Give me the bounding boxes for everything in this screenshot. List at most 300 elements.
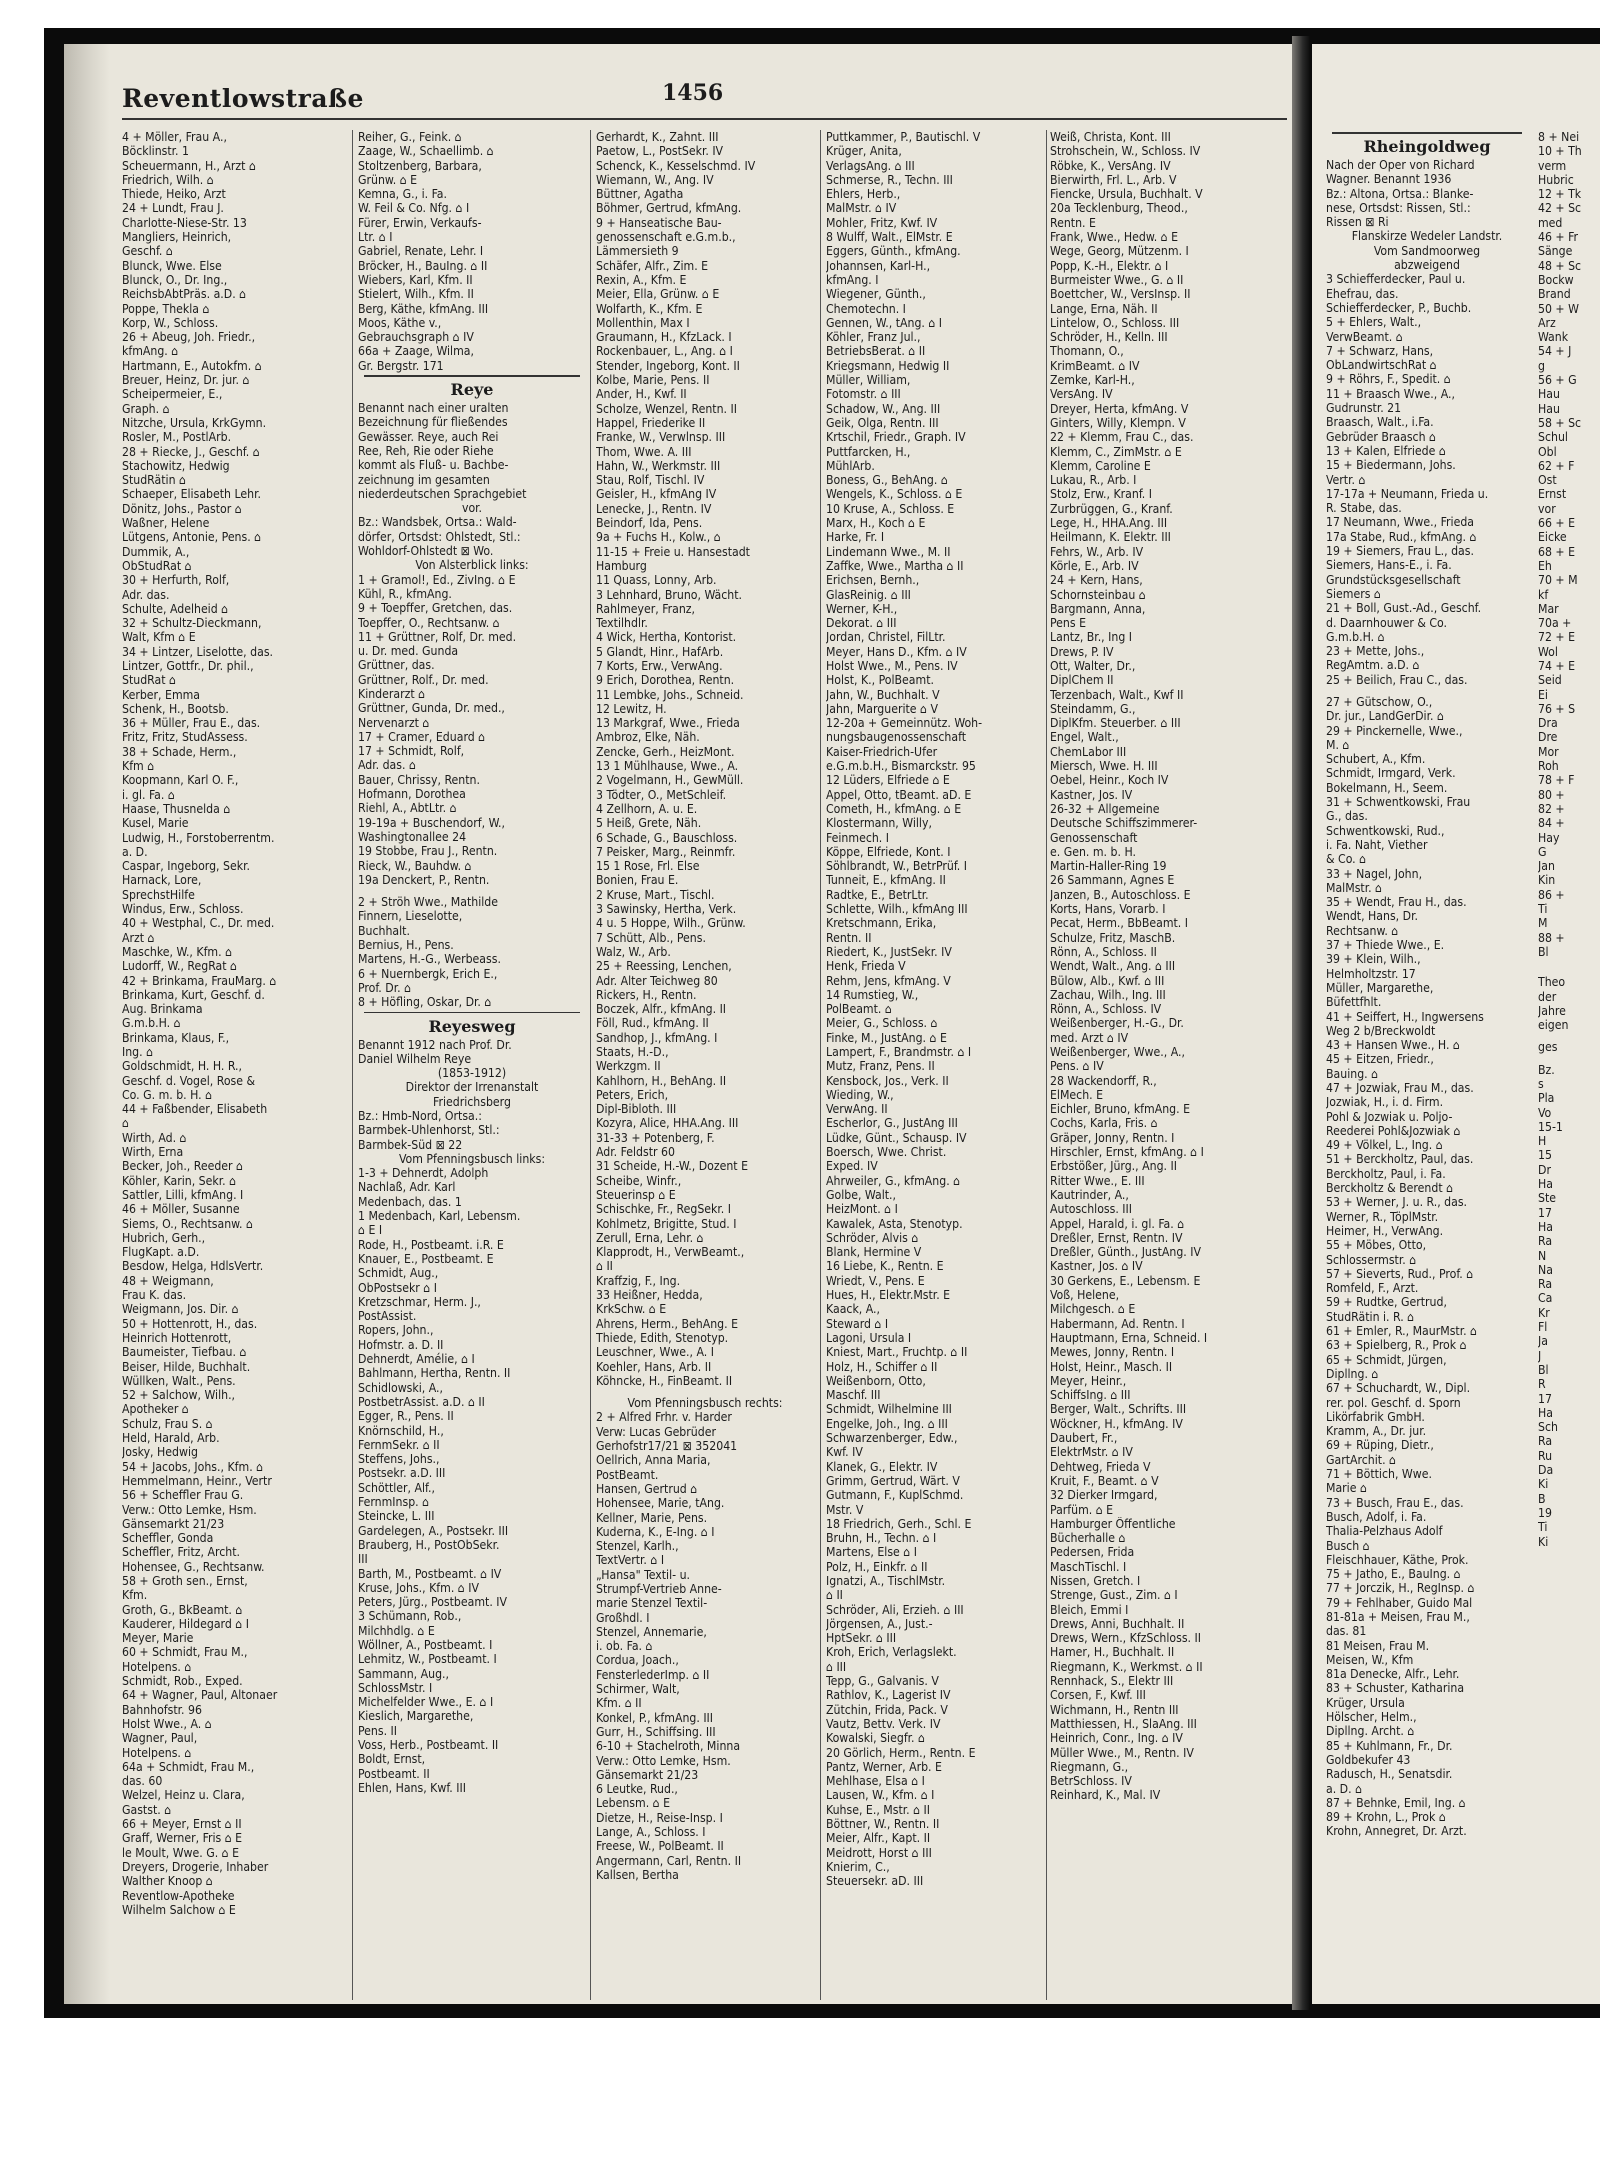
directory-entry: Popp, K.-H., Elektr. ⌂ I xyxy=(1050,258,1169,273)
directory-entry: Adr. Alter Teichweg 80 xyxy=(596,973,718,988)
directory-entry: Rentn. II xyxy=(826,930,872,945)
directory-entry: Rehm, Jens, kfmAng. V xyxy=(826,973,951,988)
directory-entry: Sandhop, J., kfmAng. I xyxy=(596,1030,718,1045)
directory-entry: Braasch, Walt., i.Fa. xyxy=(1326,415,1434,430)
directory-entry: Rissen ⊠ Ri xyxy=(1326,215,1389,230)
directory-entry: 87 + Behnke, Emil, Ing. ⌂ xyxy=(1326,1795,1466,1810)
directory-entry: Scheffler, Fritz, Archt. xyxy=(122,1545,240,1560)
directory-entry: das. 81 xyxy=(1326,1624,1367,1639)
directory-entry: rer. pol. Geschf. d. Sporn xyxy=(1326,1395,1461,1410)
street-note: Vom Pfenningsbusch links: xyxy=(398,1151,546,1166)
directory-entry: Riehl, A., AbtLtr. ⌂ xyxy=(358,801,457,816)
directory-entry: Harnack, Lore, xyxy=(122,873,202,888)
directory-entry: Postsekr. a.D. III xyxy=(358,1466,446,1481)
directory-entry: Sänge xyxy=(1538,244,1573,259)
directory-entry: Ra xyxy=(1538,1277,1553,1292)
directory-entry: Steffens, Johs., xyxy=(358,1452,440,1467)
directory-entry: Scholze, Wenzel, Rentn. II xyxy=(596,401,737,416)
directory-entry: Steuersekr. aD. III xyxy=(826,1874,924,1889)
directory-entry: der xyxy=(1538,989,1557,1004)
directory-entry: Siemers ⌂ xyxy=(1326,586,1381,601)
directory-entry: Meier, Ella, Grünw. ⌂ E xyxy=(596,287,720,302)
directory-entry: Corsen, F., Kwf. III xyxy=(1050,1688,1146,1703)
directory-entry: vor xyxy=(1538,501,1556,516)
street-note: Friedrichsberg xyxy=(433,1094,511,1109)
directory-entry: Pens E xyxy=(1050,616,1086,631)
directory-entry: Korp, W., Schloss. xyxy=(122,315,219,330)
directory-entry: Gardelegen, A., Postsekr. III xyxy=(358,1523,509,1538)
directory-entry: 30 + Herfurth, Rolf, xyxy=(122,573,230,588)
directory-entry: 54 + J xyxy=(1538,344,1572,359)
directory-entry: GlasReinig. ⌂ III xyxy=(826,587,911,602)
directory-entry: GartArchit. ⌂ xyxy=(1326,1452,1397,1467)
directory-entry: Wirth, Ad. ⌂ xyxy=(122,1130,187,1145)
directory-entry: 13 1 Mühlhause, Wwe., A. xyxy=(596,759,739,774)
directory-entry: ObLandwirtschRat ⌂ xyxy=(1326,358,1437,373)
directory-entry: Scheipermeier, E., xyxy=(122,387,223,402)
directory-entry: Knierim, C., xyxy=(826,1859,890,1874)
directory-entry: HptSekr. ⌂ III xyxy=(826,1631,897,1646)
directory-entry: 39 + Klein, Wilh., xyxy=(1326,952,1421,967)
directory-entry: Toepffer, O., Rechtsanw. ⌂ xyxy=(358,615,500,630)
directory-entry: Thalia-Pelzhaus Adolf xyxy=(1326,1524,1443,1539)
directory-entry: Mohler, Fritz, Kwf. IV xyxy=(826,215,938,230)
directory-entry: 48 + Sc xyxy=(1538,258,1582,273)
directory-entry: 1-3 + Dehnerdt, Adolph xyxy=(358,1166,489,1181)
directory-entry: Müller, William, xyxy=(826,373,911,388)
directory-entry: Dipl-Bibloth. III xyxy=(596,1102,677,1117)
directory-entry: Bl xyxy=(1538,944,1549,959)
directory-entry: 8 Wulff, Walt., ElMstr. E xyxy=(826,230,953,245)
directory-entry: Eicke xyxy=(1538,530,1567,545)
directory-entry: Bargmann, Anna, xyxy=(1050,601,1146,616)
directory-entry: Böcklinstr. 1 xyxy=(122,144,189,159)
directory-entry: VerwBeamt. ⌂ xyxy=(1326,329,1403,344)
directory-entry: Rönn, A., Schloss. IV xyxy=(1050,1002,1162,1017)
directory-entry: 9 + Toepffer, Gretchen, das. xyxy=(358,601,513,616)
directory-entry: dörfer, Ortsdst: Ohlstedt, Stl.: xyxy=(358,529,521,544)
directory-entry: Blank, Hermine V xyxy=(826,1245,922,1260)
directory-entry: Peters, Erich, xyxy=(596,1087,669,1102)
directory-entry: Ja xyxy=(1538,1334,1548,1349)
directory-entry: Schlette, Wilh., kfmAng III xyxy=(826,902,968,917)
directory-entry: Pedersen, Frida xyxy=(1050,1545,1135,1560)
directory-entry: Bonien, Frau E. xyxy=(596,873,679,888)
directory-entry: 5 Heiß, Grete, Näh. xyxy=(596,816,702,831)
directory-entry: 41 + Seiffert, H., Ingwersens xyxy=(1326,1009,1484,1024)
directory-entry: Rentn. E xyxy=(1050,215,1096,230)
directory-entry: Frau K. das. xyxy=(122,1288,187,1303)
directory-entry: eigen xyxy=(1538,1018,1569,1033)
directory-entry: Scheuermann, H., Arzt ⌂ xyxy=(122,158,256,173)
directory-entry: StudRätin i. R. ⌂ xyxy=(1326,1309,1415,1324)
directory-entry: 24 + Kern, Hans, xyxy=(1050,573,1143,588)
directory-entry: Tunneit, E., kfmAng. II xyxy=(826,873,946,888)
directory-entry: Meyer, Heinr., xyxy=(1050,1373,1127,1388)
directory-entry: Textilhdlr. xyxy=(596,616,648,631)
directory-entry: Fl xyxy=(1538,1320,1548,1335)
directory-entry: Mehlhase, Elsa ⌂ I xyxy=(826,1774,925,1789)
directory-entry: 42 + Brinkama, FrauMarg. ⌂ xyxy=(122,973,277,988)
directory-entry: HeizMont. ⌂ I xyxy=(826,1202,898,1217)
spacer xyxy=(1326,687,1528,695)
directory-entry: Holst Wwe., A. ⌂ xyxy=(122,1716,212,1731)
directory-entry: Heimer, H., VerwAng. xyxy=(1326,1223,1444,1238)
directory-entry: Kensbock, Jos., Verk. II xyxy=(826,1073,949,1088)
directory-column-7 xyxy=(1538,130,1598,1549)
directory-entry: Holst, Heinr., Masch. II xyxy=(1050,1359,1173,1374)
directory-entry: 4 Wick, Hertha, Kontorist. xyxy=(596,630,737,645)
directory-entry: Kellner, Marie, Pens. xyxy=(596,1510,708,1525)
directory-entry: 64 + Wagner, Paul, Altonaer xyxy=(122,1688,278,1703)
directory-entry: Werner, R., TöplMstr. xyxy=(1326,1209,1439,1224)
directory-entry: SprechstHilfe xyxy=(122,887,195,902)
street-note: Vom Pfenningsbusch rechts: xyxy=(627,1396,783,1411)
directory-entry: das. 60 xyxy=(122,1774,163,1789)
directory-entry: Kastner, Jos. ⌂ IV xyxy=(1050,1259,1143,1274)
directory-entry: Koopmann, Karl O. F., xyxy=(122,773,239,788)
directory-entry: Stenzel, Karlh., xyxy=(596,1539,679,1554)
directory-column-1 xyxy=(122,130,344,1917)
directory-entry: Schmerse, R., Techn. III xyxy=(826,172,953,187)
directory-entry: Schäfer, Alfr., Zim. E xyxy=(596,258,709,273)
directory-entry: Wriedt, V., Pens. E xyxy=(826,1273,925,1288)
directory-entry: VerwAng. II xyxy=(826,1102,888,1117)
directory-entry: 69 + Rüping, Dietr., xyxy=(1326,1438,1434,1453)
directory-entry: III xyxy=(358,1552,368,1567)
directory-entry: Finke, M., JustAng. ⌂ E xyxy=(826,1030,947,1045)
directory-entry: Stau, Rolf, Tischl. IV xyxy=(596,473,705,488)
directory-entry: Graumann, H., KfzLack. I xyxy=(596,330,732,345)
directory-entry: Dr. jur., LandGerDir. ⌂ xyxy=(1326,709,1444,724)
directory-entry: 33 + Nagel, John, xyxy=(1326,866,1423,881)
directory-entry: kommt als Fluß- u. Bachbe- xyxy=(358,458,509,473)
directory-entry: Jozwiak, H., i. d. Firm. xyxy=(1326,1095,1444,1110)
directory-entry: Kautrinder, A., xyxy=(1050,1187,1129,1202)
directory-entry: Hubric xyxy=(1538,172,1574,187)
directory-entry: 7 + Schwarz, Hans, xyxy=(1326,343,1434,358)
directory-entry: Puttkammer, P., Bautischl. V xyxy=(826,130,981,144)
directory-entry: Puttfarcken, H., xyxy=(826,444,911,459)
directory-entry: 61 + Emler, R., MaurMstr. ⌂ xyxy=(1326,1324,1478,1339)
directory-entry: d. Daarnhouwer & Co. xyxy=(1326,615,1448,630)
directory-entry: FernmSekr. ⌂ II xyxy=(358,1437,440,1452)
directory-entry: 11 + Braasch Wwe., A., xyxy=(1326,386,1455,401)
directory-entry: Stachowitz, Hedwig xyxy=(122,458,230,473)
directory-entry: Gr. Bergstr. 171 xyxy=(358,358,444,373)
directory-entry: 26-32 + Allgemeine xyxy=(1050,801,1160,816)
directory-entry: 31-33 + Potenberg, F. xyxy=(596,1130,715,1145)
directory-entry: 4 Zellhorn, A. u. E. xyxy=(596,801,698,816)
directory-entry: Waßner, Helene xyxy=(122,516,210,531)
directory-entry: Arzt ⌂ xyxy=(122,930,155,945)
directory-entry: Riedert, K., JustSekr. IV xyxy=(826,944,952,959)
street-note: vor. xyxy=(461,501,483,516)
directory-entry: 11 + Grüttner, Rolf, Dr. med. xyxy=(358,629,517,644)
directory-entry: R. Stabe, das. xyxy=(1326,501,1402,516)
directory-entry: Verw.: Otto Lemke, Hsm. xyxy=(596,1753,731,1768)
directory-entry: Grünw. ⌂ E xyxy=(358,172,418,187)
directory-entry: Nervenarzt ⌂ xyxy=(358,715,430,730)
spacer xyxy=(1538,1055,1598,1063)
directory-entry: Vertr. ⌂ xyxy=(1326,472,1366,487)
directory-entry: Müller, Margarethe, xyxy=(1326,980,1434,995)
directory-entry: Welzel, Heinz u. Clara, xyxy=(122,1788,245,1803)
directory-entry: Hofmstr. a. D. II xyxy=(358,1337,444,1352)
directory-entry: Kruse, Johs., Kfm. ⌂ IV xyxy=(358,1580,479,1595)
directory-entry: Meyer, Marie xyxy=(122,1631,194,1646)
directory-entry: Schlossermstr. ⌂ xyxy=(1326,1252,1417,1267)
directory-entry: med. Arzt ⌂ IV xyxy=(1050,1030,1129,1045)
directory-entry: kf xyxy=(1538,587,1549,602)
directory-entry: 37 + Thiede Wwe., E. xyxy=(1326,938,1445,953)
directory-entry: 66a + Zaage, Wilma, xyxy=(358,344,474,359)
directory-entry: 84 + xyxy=(1538,816,1565,831)
directory-entry: Ludorff, W., RegRat ⌂ xyxy=(122,959,238,974)
directory-entry: 17-17a + Neumann, Frieda u. xyxy=(1326,486,1489,501)
directory-entry: 2 + Ströh Wwe., Mathilde xyxy=(358,895,498,910)
directory-entry: Dehnerdt, Amélie, ⌂ I xyxy=(358,1352,475,1367)
directory-entry: Stender, Ingeborg, Kont. II xyxy=(596,358,740,373)
directory-entry: 65 + Schmidt, Jürgen, xyxy=(1326,1352,1447,1367)
directory-entry: Peters, Jürg., Postbeamt. IV xyxy=(358,1595,508,1610)
directory-entry: Martens, Else ⌂ I xyxy=(826,1545,917,1560)
directory-entry: Schidlowski, A., xyxy=(358,1380,443,1395)
street-heading: Reyesweg xyxy=(428,1016,516,1036)
directory-entry: 8 + Nei xyxy=(1538,130,1580,144)
directory-entry: 74 + E xyxy=(1538,658,1576,673)
directory-entry: N xyxy=(1538,1248,1547,1263)
directory-entry: 2 + Alfred Frhr. v. Harder xyxy=(596,1410,732,1425)
directory-entry: 51 + Berckholtz, Paul, das. xyxy=(1326,1152,1474,1167)
directory-entry: 7 Korts, Erw., VerwAng. xyxy=(596,658,723,673)
directory-entry: Steuerinsp ⌂ E xyxy=(596,1187,676,1202)
directory-entry: Lange, Erna, Näh. II xyxy=(1050,301,1158,316)
directory-entry: Meidrott, Horst ⌂ III xyxy=(826,1845,932,1860)
directory-entry: Hemmelmann, Heinr., Vertr xyxy=(122,1473,272,1488)
directory-entry: Radtke, E., BetrLtr. xyxy=(826,887,929,902)
directory-entry: Martin-Haller-Ring 19 xyxy=(1050,859,1167,874)
page-number: 1456 xyxy=(662,80,724,106)
directory-entry: kfmAng. ⌂ xyxy=(122,344,179,359)
directory-entry: Kfm ⌂ xyxy=(122,759,155,774)
directory-entry: Autoschloss. III xyxy=(1050,1202,1132,1217)
directory-entry: Oellrich, Anna Maria, xyxy=(596,1453,711,1468)
directory-entry: Hotelpens. ⌂ xyxy=(122,1745,192,1760)
directory-entry: Hauptmann, Erna, Schneid. I xyxy=(1050,1330,1208,1345)
directory-entry: Kuhse, E., Mstr. ⌂ II xyxy=(826,1802,931,1817)
directory-entry: PolBeamt. ⌂ xyxy=(826,1002,892,1017)
directory-entry: Bücherhalle ⌂ xyxy=(1050,1531,1126,1546)
directory-entry: Zurbrüggen, G., Kranf. xyxy=(1050,501,1173,516)
directory-entry: Hartmann, E., Autokfm. ⌂ xyxy=(122,358,262,373)
directory-entry: Köhler, Franz Jul., xyxy=(826,330,921,345)
directory-column-3 xyxy=(596,130,814,1882)
directory-entry: MalMstr. ⌂ IV xyxy=(826,201,897,216)
directory-entry: FernmInsp. ⌂ xyxy=(358,1495,430,1510)
directory-entry: le Moult, Wwe. G. ⌂ E xyxy=(122,1845,240,1860)
directory-entry: 8 + Höfling, Oskar, Dr. ⌂ xyxy=(358,995,492,1010)
directory-entry: Lampert, F., Brandmstr. ⌂ I xyxy=(826,1045,972,1059)
directory-entry: Meisen, W., Kfm xyxy=(1326,1652,1414,1667)
directory-entry: Rennhack, S., Elektr III xyxy=(1050,1674,1174,1689)
directory-entry: Bernius, H., Pens. xyxy=(358,938,454,953)
directory-entry: Gänsemarkt 21/23 xyxy=(596,1767,699,1782)
directory-entry: Kemna, G., i. Fa. xyxy=(358,187,447,202)
directory-entry: Habermann, Ad. Rentn. I xyxy=(1050,1316,1185,1331)
directory-entry: Schenck, K., Kesselschmd. IV xyxy=(596,158,756,173)
directory-entry: Kauderer, Hildegard ⌂ I xyxy=(122,1616,249,1631)
directory-entry: Ha xyxy=(1538,1177,1553,1192)
directory-entry: Lebensm. ⌂ E xyxy=(596,1796,671,1811)
directory-entry: Berger, Walt., Schrifts. III xyxy=(1050,1402,1187,1417)
directory-entry: Schwentkowski, Rud., xyxy=(1326,823,1445,838)
directory-entry: 10 Kruse, A., Schloss. E xyxy=(826,501,955,516)
directory-entry: Zaffke, Wwe., Martha ⌂ II xyxy=(826,558,964,573)
directory-entry: 35 + Wendt, Frau H., das. xyxy=(1326,895,1467,910)
directory-entry: Strohschein, W., Schloss. IV xyxy=(1050,144,1201,159)
directory-entry: Kroh, Erich, Verlagslekt. xyxy=(826,1645,957,1660)
directory-entry: 6 + Nuernbergk, Erich E., xyxy=(358,966,498,981)
directory-entry: Kerber, Emma xyxy=(122,687,201,702)
directory-entry: Köhncke, H., FinBeamt. II xyxy=(596,1373,733,1388)
directory-entry: & Co. ⌂ xyxy=(1326,852,1367,867)
directory-entry: Engel, Walt., xyxy=(1050,730,1119,745)
directory-entry: 77 + Jorczik, H., RegInsp. ⌂ xyxy=(1326,1581,1475,1596)
directory-entry: Ra xyxy=(1538,1234,1553,1249)
directory-entry: Schubert, A., Kfm. xyxy=(1326,752,1426,767)
directory-entry: 9 Erich, Dorothea, Rentn. xyxy=(596,673,735,688)
directory-entry: 36 + Müller, Frau E., das. xyxy=(122,716,261,731)
directory-entry: Bezeichnung für fließendes xyxy=(358,415,508,430)
directory-entry: Beiser, Hilde, Buchhalt. xyxy=(122,1359,251,1374)
directory-entry: 28 + Riecke, J., Geschf. ⌂ xyxy=(122,444,260,459)
directory-entry: Thiede, Edith, Stenotyp. xyxy=(596,1330,729,1345)
directory-entry: MaschTischl. I xyxy=(1050,1559,1127,1574)
directory-entry: Dr xyxy=(1538,1162,1551,1177)
directory-entry: Matthiessen, H., SlaAng. III xyxy=(1050,1716,1197,1731)
directory-entry: Schröder, H., Kelln. III xyxy=(1050,330,1168,345)
directory-entry: 89 + Krohn, L., Prok ⌂ xyxy=(1326,1810,1446,1825)
directory-entry: Dekorat. ⌂ III xyxy=(826,616,897,631)
directory-entry: Schul xyxy=(1538,430,1568,445)
directory-entry: Franke, W., Verwlnsp. III xyxy=(596,430,726,445)
directory-entry: Gänsemarkt 21/23 xyxy=(122,1516,225,1531)
directory-entry: Roh xyxy=(1538,759,1559,774)
directory-entry: Röbke, K., VersAng. IV xyxy=(1050,158,1171,173)
directory-entry: 79 + Fehlhaber, Guido Mal xyxy=(1326,1595,1473,1610)
directory-entry: M. ⌂ xyxy=(1326,737,1350,752)
directory-entry: 5 + Ehlers, Walt., xyxy=(1326,315,1422,330)
directory-entry: 17 + Cramer, Eduard ⌂ xyxy=(358,729,486,744)
directory-entry: Holst Wwe., M., Pens. IV xyxy=(826,658,958,673)
directory-entry: Kühl, R., kfmAng. xyxy=(358,586,452,601)
directory-entry: 6 Leutke, Rud., xyxy=(596,1782,678,1797)
directory-entry: Fehrs, W., Arb. IV xyxy=(1050,544,1144,559)
directory-entry: Steincke, L. III xyxy=(358,1509,435,1524)
directory-entry: Büttner, Agatha xyxy=(596,187,684,202)
directory-entry: nungsbaugenossenschaft xyxy=(826,730,967,745)
directory-entry: 64a + Schmidt, Frau M., xyxy=(122,1759,255,1774)
directory-entry: Wiemann, W., Ang. IV xyxy=(596,172,714,187)
directory-entry: Siemers, Hans-E., i. Fa. xyxy=(1326,558,1452,573)
directory-entry: Schwarzenberger, Edw., xyxy=(826,1431,958,1446)
directory-entry: Wirth, Erna xyxy=(122,1145,184,1160)
directory-entry: 17a Stabe, Rud., kfmAng. ⌂ xyxy=(1326,529,1477,544)
directory-entry: Lämmersieth 9 xyxy=(596,244,679,259)
directory-entry: Dreyer, Herta, kfmAng. V xyxy=(1050,401,1189,416)
directory-entry: Lagoni, Ursula I xyxy=(826,1330,912,1345)
directory-entry: Ca xyxy=(1538,1291,1553,1306)
directory-entry: Exped. IV xyxy=(826,1159,878,1174)
directory-entry: Ha xyxy=(1538,1405,1553,1420)
directory-entry: Boettcher, W., VersInsp. II xyxy=(1050,287,1191,302)
directory-entry: Blunck, O., Dr. Ing., xyxy=(122,272,228,287)
directory-entry: Mollenthin, Max I xyxy=(596,315,690,330)
directory-entry: Adr. das. ⌂ xyxy=(358,758,416,773)
directory-entry: Genossenschaft xyxy=(1050,830,1138,845)
directory-entry: Co. G. m. b. H. ⌂ xyxy=(122,1087,213,1102)
street-note: Vom Sandmoorweg xyxy=(1373,243,1481,258)
directory-entry: Postbeamt. II xyxy=(358,1766,430,1781)
directory-entry: G.m.b.H. ⌂ xyxy=(1326,629,1385,644)
directory-entry: 50 + W xyxy=(1538,301,1579,316)
directory-entry: Nach der Oper von Richard xyxy=(1326,158,1475,172)
directory-entry: Stielert, Wilh., Kfm. II xyxy=(358,287,474,302)
directory-entry: Bülow, Alb., Kwf. ⌂ III xyxy=(1050,973,1165,988)
directory-entry: Gabriel, Renate, Lehr. I xyxy=(358,244,484,259)
directory-entry: Knauer, E., Postbeamt. E xyxy=(358,1251,494,1266)
directory-entry: Adr. das. xyxy=(122,587,170,602)
directory-entry: e.G.m.b.H., Bismarckstr. 95 xyxy=(826,759,976,774)
directory-entry: Dra xyxy=(1538,716,1558,731)
directory-entry: 9 + Röhrs, F., Spedit. ⌂ xyxy=(1326,372,1451,387)
directory-entry: Hamburg xyxy=(596,558,647,573)
directory-entry: Lange, A., Schloss. I xyxy=(596,1825,706,1840)
directory-entry: G xyxy=(1538,844,1547,859)
directory-entry: Erbstößer, Jürg., Ang. II xyxy=(1050,1159,1177,1174)
directory-entry: Johannsen, Karl-H., xyxy=(826,258,931,273)
directory-entry: Boersch, Wwe. Christ. xyxy=(826,1145,947,1160)
directory-entry: Ahrweiler, G., kfmAng. ⌂ xyxy=(826,1173,961,1188)
directory-entry: 62 + F xyxy=(1538,458,1575,473)
directory-entry: Tepp, G., Galvanis. V xyxy=(826,1674,939,1689)
directory-entry: 18 Friedrich, Gerh., Schl. E xyxy=(826,1516,972,1531)
directory-entry: 15 xyxy=(1538,1148,1552,1163)
directory-entry: Ste xyxy=(1538,1191,1557,1206)
directory-entry: Martens, H.-G., Werbeass. xyxy=(358,952,501,967)
directory-entry: 3 Schiefferdecker, Paul u. xyxy=(1326,272,1466,287)
directory-entry: Wiebers, Karl, Kfm. II xyxy=(358,272,473,287)
directory-entry: Kramm, A., Dr. jur. xyxy=(1326,1424,1427,1439)
directory-entry: Pohl & Jozwiak u. Poljo- xyxy=(1326,1109,1453,1124)
directory-entry: Koehler, Hans, Arb. II xyxy=(596,1359,712,1374)
street-note: Direktor der Irrenanstalt xyxy=(405,1080,539,1095)
directory-entry: Frank, Wwe., Hedw. ⌂ E xyxy=(1050,230,1179,245)
directory-entry: 19 + Siemers, Frau L., das. xyxy=(1326,544,1474,559)
directory-entry: Pla xyxy=(1538,1091,1555,1106)
directory-entry: 25 + Reessing, Lenchen, xyxy=(596,959,732,974)
directory-entry: Milchgesch. ⌂ E xyxy=(1050,1302,1136,1317)
directory-entry: Steindamm, G., xyxy=(1050,701,1136,716)
directory-entry: kfmAng. I xyxy=(826,272,879,287)
directory-entry: Miersch, Wwe. H. III xyxy=(1050,759,1158,774)
directory-entry: Barmbek-Uhlenhorst, Stl.: xyxy=(358,1123,500,1138)
directory-entry: Cordua, Joach., xyxy=(596,1653,679,1668)
directory-entry: Appel, Harald, i. gl. Fa. ⌂ xyxy=(1050,1216,1185,1231)
directory-entry: Hirschler, Ernst, kfmAng. ⌂ I xyxy=(1050,1145,1204,1160)
directory-entry: ⌂ III xyxy=(826,1659,847,1674)
